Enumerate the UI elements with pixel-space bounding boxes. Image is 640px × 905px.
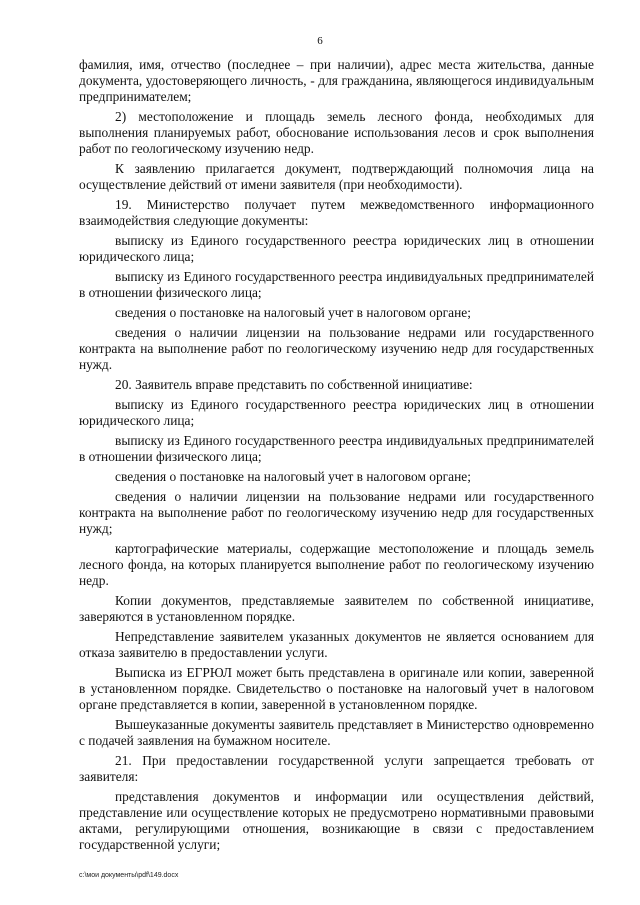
page-number: 6 [317, 35, 323, 47]
paragraph: сведения о наличии лицензии на пользование недрами или государственного контракта на выполнение работ по геологическому изучению недр для государственных нужд; [79, 489, 594, 536]
footer-file-path: c:\мои документы\pdf\149.docx [79, 872, 179, 879]
paragraph: сведения о постановке на налоговый учет в налоговом органе; [115, 469, 471, 484]
document-body [79, 57, 594, 857]
paragraph: 21. При предоставлении государственной услуги запрещается требовать от заявителя: [79, 753, 594, 784]
paragraph: Вышеуказанные документы заявитель представляет в Министерство одновременно с подачей заявления на бумажном носителе. [79, 717, 594, 748]
paragraph: выписку из Единого государственного реестра индивидуальных предпринимателей в отношении физического лица; [79, 433, 594, 464]
paragraph: фамилия, имя, отчество (последнее – при наличии), адрес места жительства, данные документа, удостоверяющего личность, - для гражданина, являющегося индивидуальным предпринимателем; [79, 57, 594, 104]
paragraph: представления документов и информации или осуществления действий, представление или осуществление которых не предусмотрено нормативными правовыми актами, регулирующими отношения, возникающие в связи с предоставлением государственной услуги; [79, 789, 594, 852]
paragraph: картографические материалы, содержащие местоположение и площадь земель лесного фонда, на которых планируется выполнение работ по геологическому изучению недр. [79, 541, 594, 588]
paragraph: К заявлению прилагается документ, подтверждающий полномочия лица на осуществление действий от имени заявителя (при необходимости). [79, 161, 594, 192]
paragraph: сведения о постановке на налоговый учет в налоговом органе; [115, 305, 471, 320]
paragraph: Копии документов, представляемые заявителем по собственной инициативе, заверяются в установленном порядке. [79, 593, 594, 624]
paragraph: Выписка из ЕГРЮЛ может быть представлена в оригинале или копии, заверенной в установленном порядке. Свидетельство о постановке на налоговый учет в налоговом органе представляется в копии, заверенной в установленном порядке. [79, 665, 594, 712]
paragraph: 20. Заявитель вправе представить по собственной инициативе: [115, 377, 473, 392]
paragraph: выписку из Единого государственного реестра юридических лиц в отношении юридического лица; [79, 397, 594, 428]
paragraph: выписку из Единого государственного реестра индивидуальных предпринимателей в отношении физического лица; [79, 269, 594, 300]
paragraph: Непредставление заявителем указанных документов не является основанием для отказа заявителю в предоставлении услуги. [79, 629, 594, 660]
paragraph: 19. Министерство получает путем межведомственного информационного взаимодействия следующие документы: [79, 197, 594, 228]
paragraph: выписку из Единого государственного реестра юридических лиц в отношении юридического лица; [79, 233, 594, 264]
paragraph: сведения о наличии лицензии на пользование недрами или государственного контракта на выполнение работ по геологическому изучению недр для государственных нужд. [79, 325, 594, 372]
paragraph: 2) местоположение и площадь земель лесного фонда, необходимых для выполнения планируемых работ, обоснование использования лесов и срок выполнения работ по геологическому изучению недр. [79, 109, 594, 156]
